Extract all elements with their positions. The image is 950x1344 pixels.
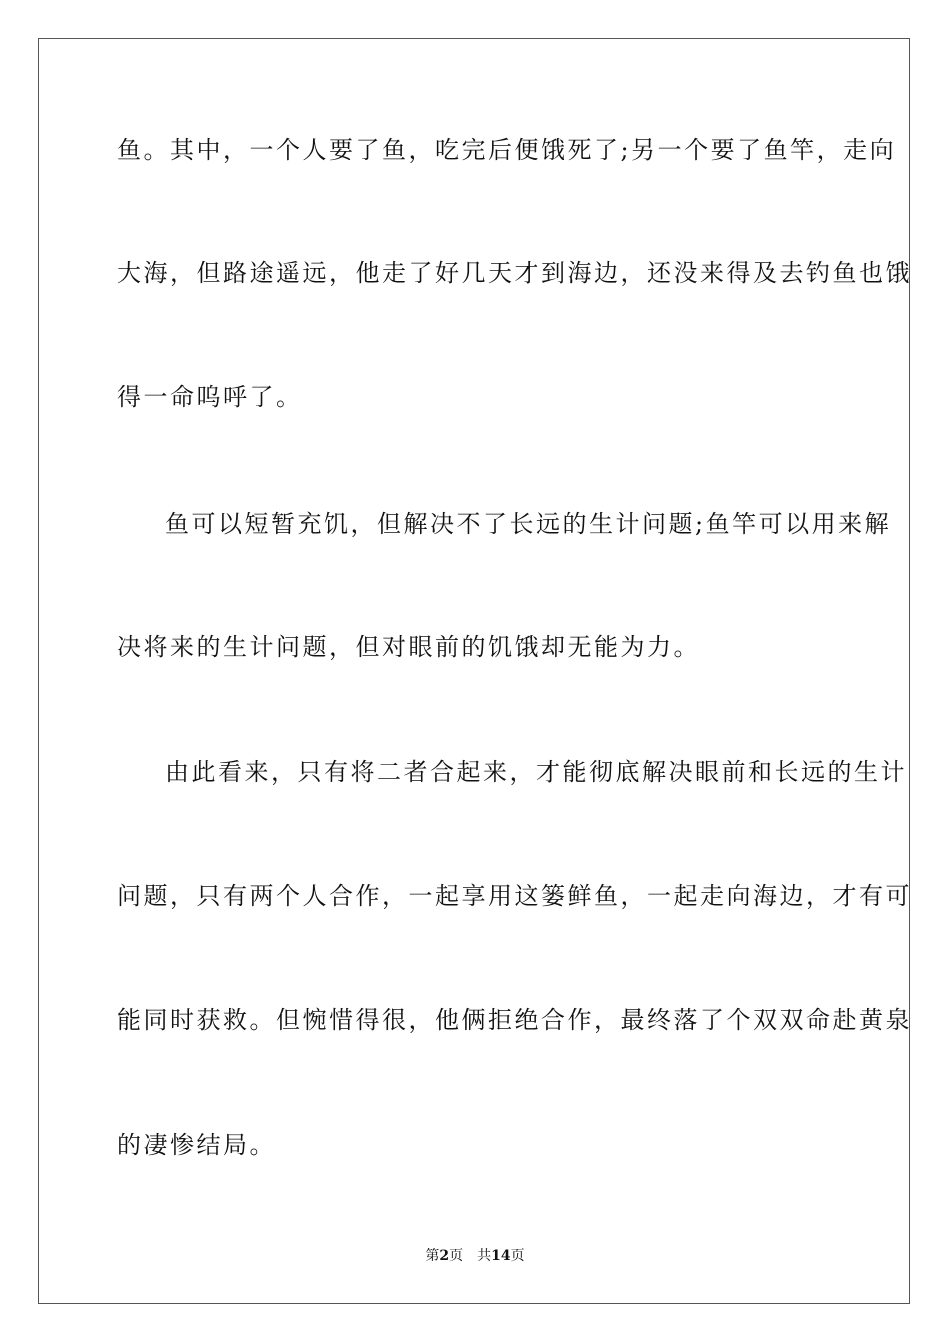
paragraph-line: 的凄惨结局。 xyxy=(117,1131,276,1159)
paragraph-line: 由此看来，只有将二者合起来，才能彻底解决眼前和长远的生计 xyxy=(165,758,907,786)
paragraph-line: 能同时获救。但惋惜得很，他俩拒绝合作，最终落了个双双命赴黄泉 xyxy=(117,1006,912,1034)
page-suffix: 页 xyxy=(449,1248,464,1264)
paragraph-line: 得一命呜呼了。 xyxy=(117,383,303,411)
page-footer xyxy=(0,1247,950,1265)
paragraph-line: 问题，只有两个人合作，一起享用这篓鲜鱼，一起走向海边，才有可 xyxy=(117,882,912,910)
page-prefix: 第 xyxy=(425,1248,440,1264)
paragraph-line: 鱼。其中，一个人要了鱼，吃完后便饿死了;另一个要了鱼竿，走向 xyxy=(117,136,897,164)
total-pages: 14 xyxy=(491,1248,511,1264)
paragraph-line: 决将来的生计问题，但对眼前的饥饿却无能为力。 xyxy=(117,633,700,661)
page-border xyxy=(38,38,910,1304)
paragraph-line: 鱼可以短暂充饥，但解决不了长远的生计问题;鱼竿可以用来解 xyxy=(165,510,892,538)
total-suffix: 页 xyxy=(510,1248,525,1264)
page-number: 2 xyxy=(439,1248,450,1264)
total-prefix: 共 xyxy=(477,1248,492,1264)
paragraph-line: 大海，但路途遥远，他走了好几天才到海边，还没来得及去钓鱼也饿 xyxy=(117,259,912,287)
